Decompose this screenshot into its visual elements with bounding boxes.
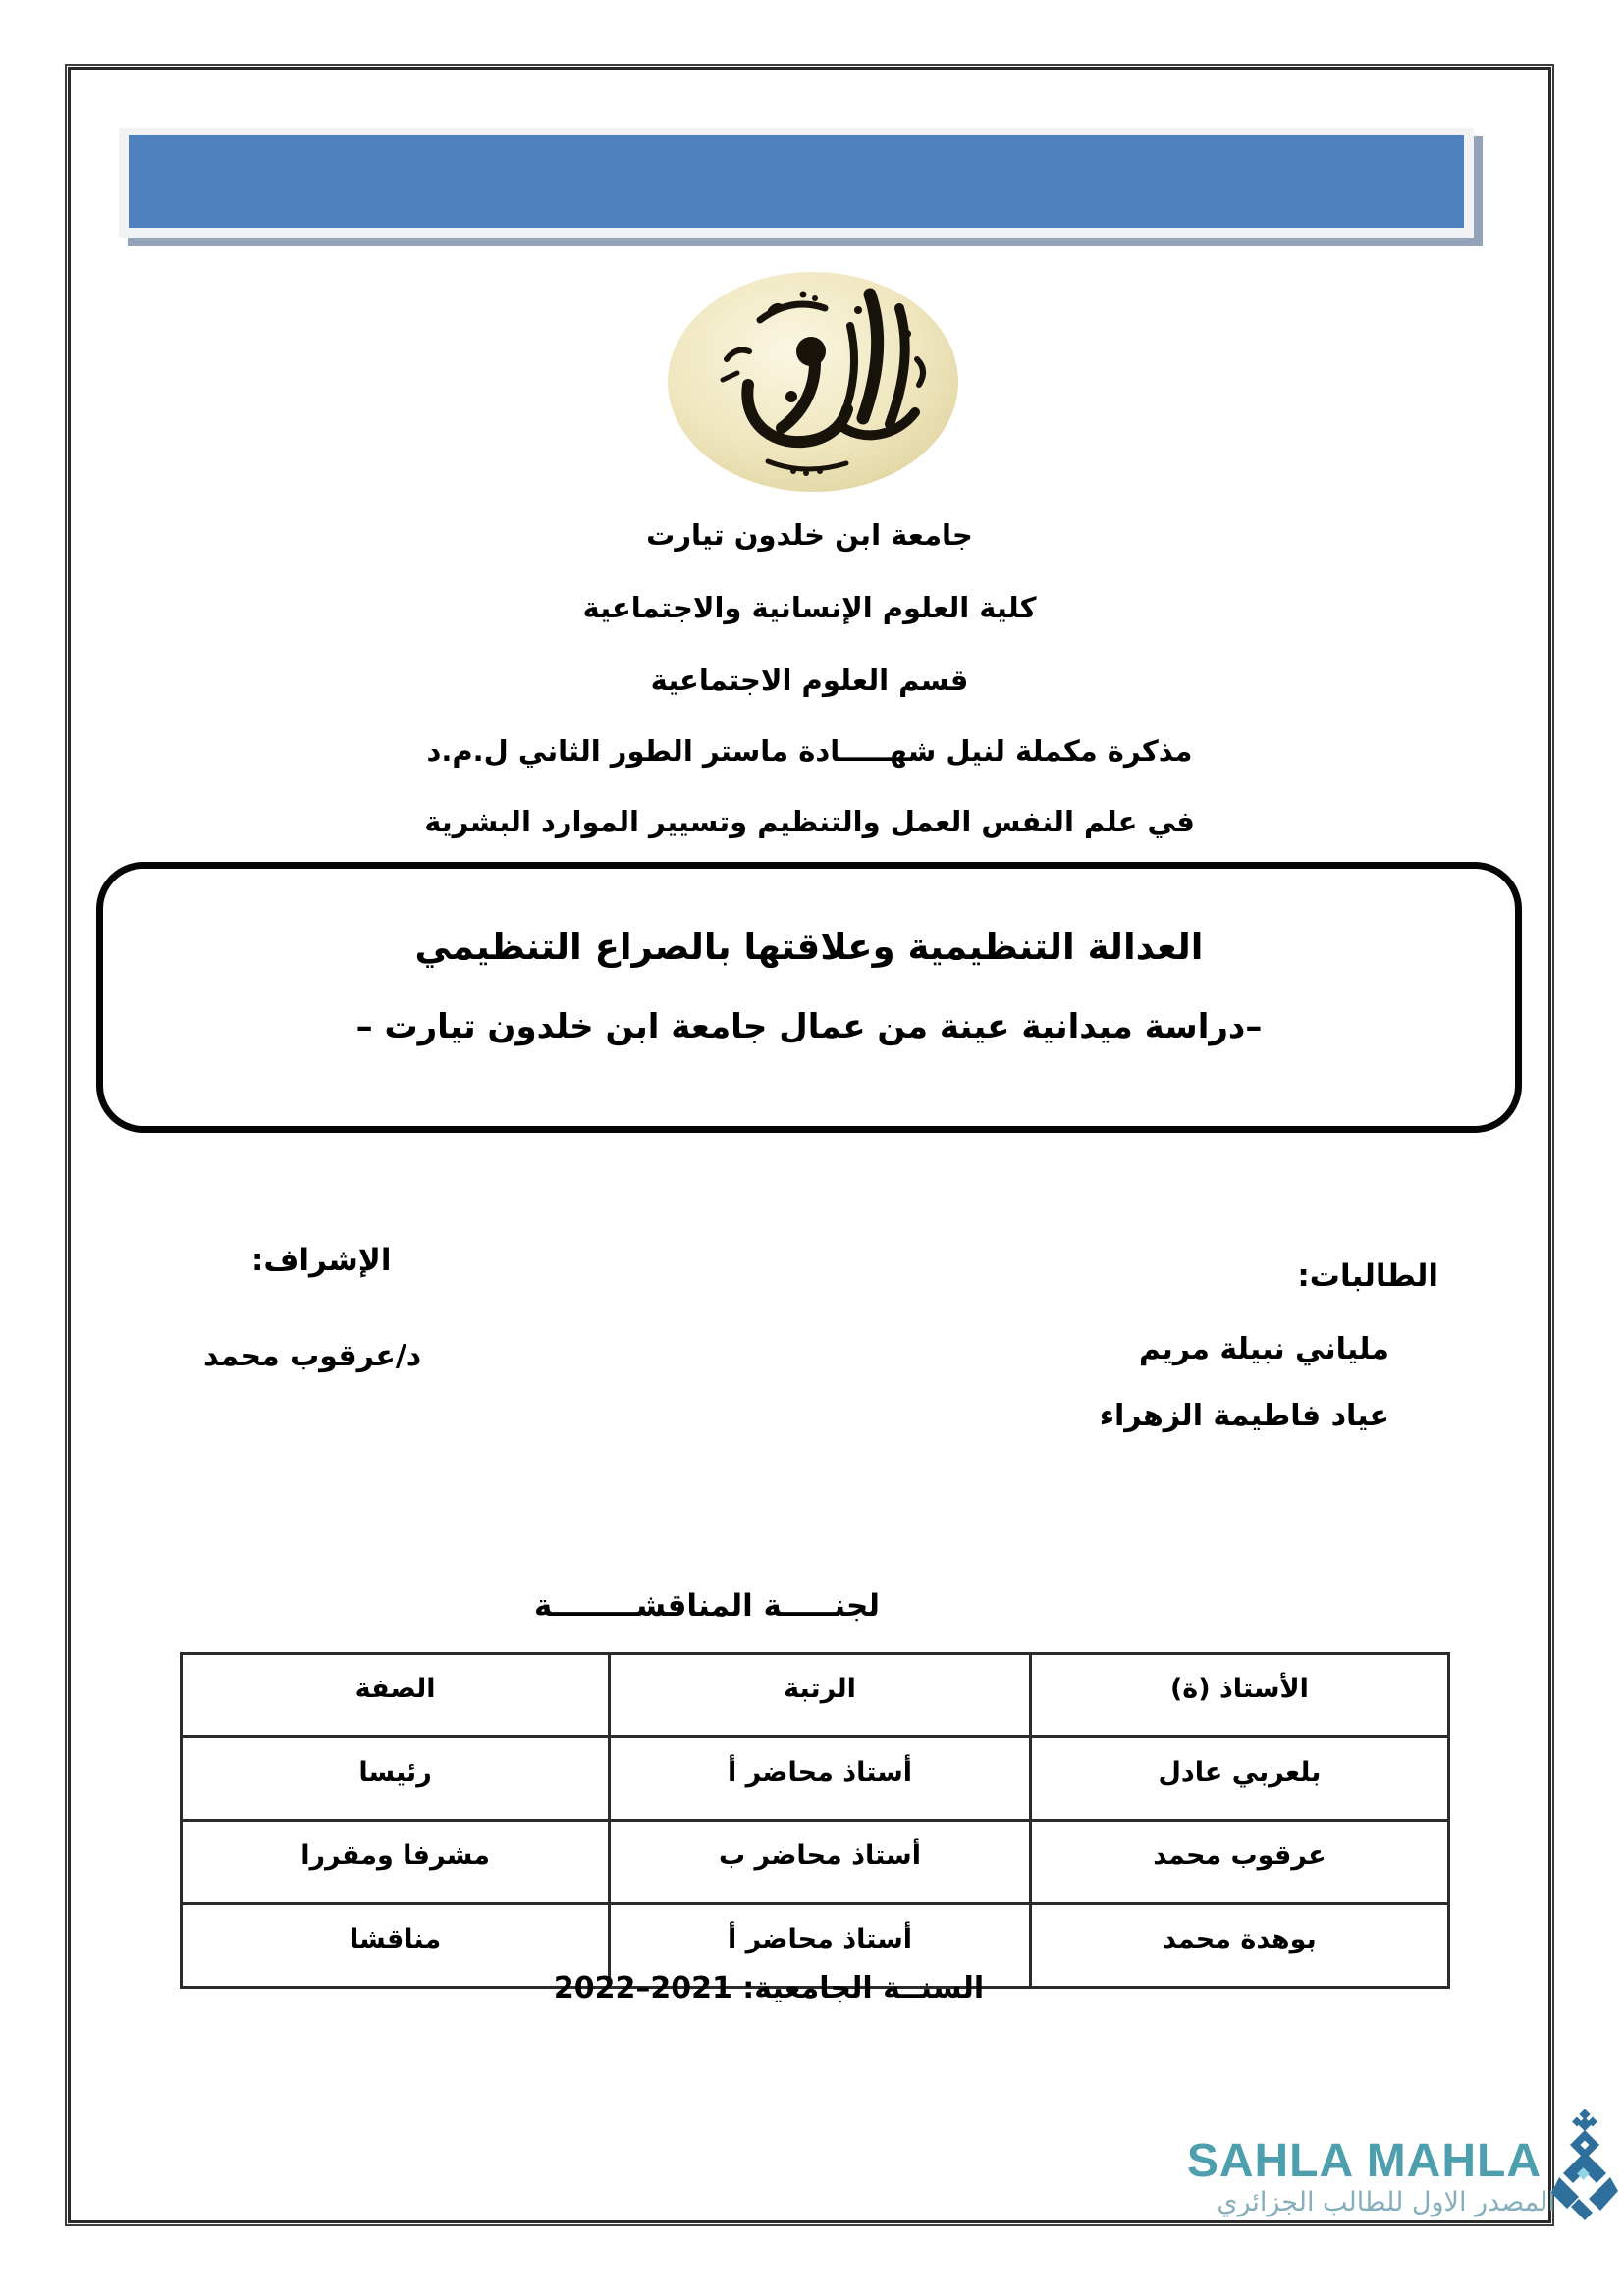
- watermark-logo-icon: [1549, 2109, 1620, 2226]
- watermark-brand: SAHLA MAHLA: [1186, 2135, 1542, 2187]
- thesis-title: العدالة التنظيمية وعلاقتها بالصراع التنظيمي: [414, 926, 1204, 968]
- column-header-role: الصفة: [182, 1654, 610, 1737]
- academic-year: السنــة الجامعية: 2021–2022: [553, 1971, 985, 2005]
- memo-degree-line: مذكرة مكملة لنيل شهـــــادة ماستر الطور الثاني ل.م.د: [426, 734, 1193, 768]
- committee-table: [180, 1652, 1450, 1989]
- role-cell: مشرفا ومقررا: [182, 1821, 610, 1904]
- professor-cell: بوهدة محمد: [1030, 1904, 1448, 1988]
- thesis-subtitle: –دراسة ميدانية عينة من عمال جامعة ابن خلدون تيارت –: [355, 1007, 1263, 1046]
- watermark-tagline: المصدر الاول للطالب الجزائري: [1217, 2187, 1555, 2217]
- committee-header-row: [182, 1654, 1449, 1737]
- professor-cell: عرقوب محمد: [1030, 1821, 1448, 1904]
- supervisor-name: د/عرقوب محمد: [203, 1339, 422, 1373]
- table-row: [182, 1737, 1449, 1821]
- top-banner: [119, 128, 1474, 238]
- column-header-rank: الرتبة: [610, 1654, 1031, 1737]
- rank-cell: أستاذ محاضر ب: [610, 1821, 1031, 1904]
- top-banner-fill: [129, 135, 1464, 228]
- supervision-label: الإشراف:: [251, 1243, 392, 1278]
- rank-cell: أستاذ محاضر أ: [610, 1737, 1031, 1821]
- rank-cell: أستاذ محاضر أ: [610, 1904, 1031, 1988]
- department-name: قسم العلوم الاجتماعية: [650, 664, 969, 697]
- professor-cell: بلعربي عادل: [1030, 1737, 1448, 1821]
- role-cell: رئيسا: [182, 1737, 610, 1821]
- table-row: [182, 1821, 1449, 1904]
- student-name: عياد فاطيمة الزهراء: [1099, 1399, 1389, 1433]
- student-name: ملياني نبيلة مريم: [1138, 1332, 1389, 1366]
- role-cell: مناقشا: [182, 1904, 610, 1988]
- university-seal-logo: [666, 269, 962, 499]
- specialty-line: في علم النفس العمل والتنظيم وتسيير الموارد البشرية: [424, 805, 1195, 838]
- committee-heading: لجنـــــة المناقشــــــــة: [534, 1588, 880, 1624]
- column-header-professor: الأستاذ (ة): [1030, 1654, 1448, 1737]
- students-label: الطالبات:: [1297, 1258, 1438, 1294]
- thesis-title-box: [96, 862, 1522, 1133]
- university-name: جامعة ابن خلدون تيارت: [646, 518, 973, 552]
- faculty-name: كلية العلوم الإنسانية والاجتماعية: [582, 591, 1037, 624]
